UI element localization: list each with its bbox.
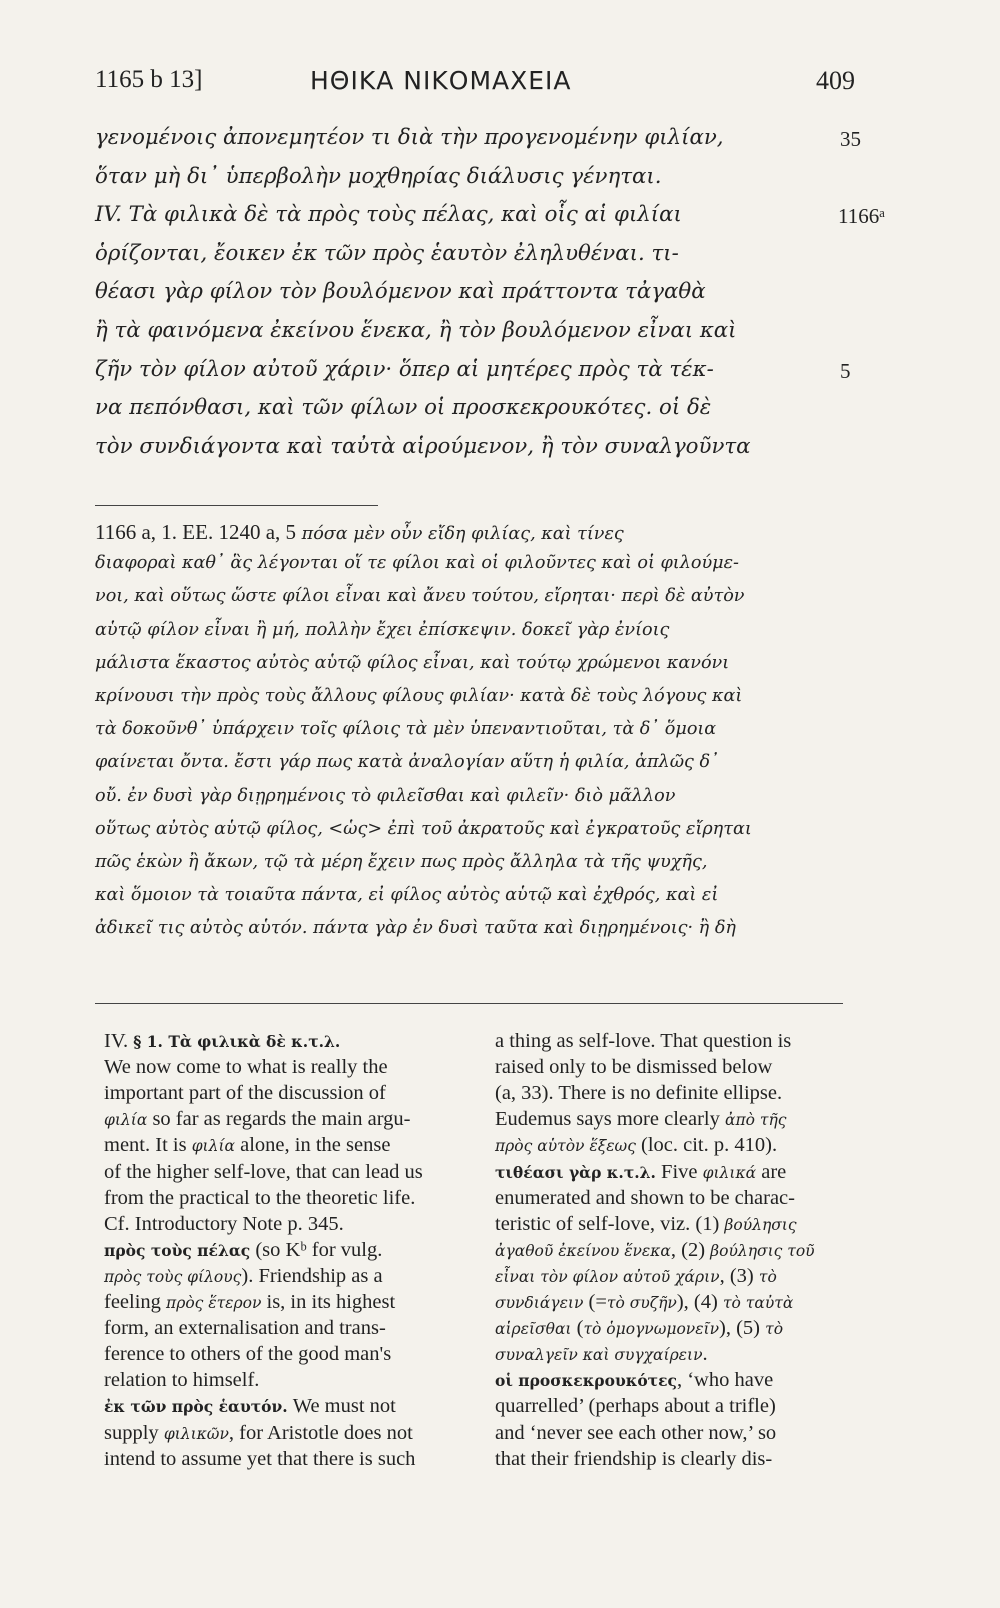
commentary-text: so far as regards the main argu- [147,1108,411,1131]
ee-line: οὔ. ἐν δυσὶ γὰρ διῃρημένοις τὸ φιλεῖσθαι καὶ φιλεῖν· διὸ μᾶλλον [95,785,676,806]
commentary-text: ment. It is [104,1134,192,1157]
commentary-text: form, an externalisation and trans- [104,1317,386,1340]
commentary-line [104,1056,388,1079]
commentary-text: ference to others of the good man's [104,1343,392,1366]
main-text-line: θέασι γὰρ φίλον τὸν βουλόμενον καὶ πράττοντα τἀγαθὰ [95,279,706,305]
greek-term: εἶναι τὸν φίλον αὐτοῦ χάριν [495,1267,720,1286]
commentary-text: , for Aristotle does not [228,1421,413,1444]
commentary-line [495,1134,777,1157]
ee-line: πῶς ἑκὼν ἢ ἄκων, τῷ τὰ μέρη ἔχειν πως πρὸς ἄλληλα τὰ τῆς ψυχῆς, [95,852,708,872]
commentary-text: raised only to be dismissed below [495,1056,773,1079]
lemma: ἐκ τῶν πρὸς ἑαυτόν. [104,1397,288,1417]
commentary-line [495,1369,773,1392]
commentary-text: important part of the discussion of [104,1082,386,1105]
main-text-line: ζῆν τὸν φίλον αὐτοῦ χάριν· ὅπερ αἱ μητέρες πρὸς τὰ τέκ- [95,356,714,382]
commentary-text: ( [571,1317,584,1340]
commentary-text: ), (4) [676,1291,723,1313]
commentary-line [495,1291,793,1314]
greek-term: τὸ συζῆν [606,1294,677,1312]
commentary-text: of the higher self-love, that can lead us [104,1160,423,1183]
commentary-line [495,1422,776,1445]
greek-term: φιλία [104,1111,148,1130]
commentary-line [495,1108,786,1131]
commentary-line [104,1343,391,1366]
commentary-line [495,1265,777,1288]
commentary-line [104,1265,383,1288]
main-text-line: τὸν συνδιάγοντα καὶ ταὐτὰ αἱρούμενον, ἢ τὸν συναλγοῦντα [95,433,751,459]
commentary-text: ), (5) [719,1317,766,1340]
commentary-text: IV. [104,1030,134,1052]
commentary-text: ). Friendship as a [241,1264,383,1287]
greek-term: αἱρεῖσθαι [495,1320,572,1339]
commentary-text: that their friendship is clearly dis- [495,1447,773,1470]
ee-line-text: πόσα μὲν οὖν εἴδη φιλίας, καὶ τίνες [301,524,624,544]
commentary-text: relation to himself. [104,1369,260,1392]
greek-term: τὸ [758,1267,777,1286]
commentary-line [495,1030,791,1053]
commentary-line [495,1213,797,1236]
commentary-text: is, in its highest [261,1291,396,1313]
lemma: οἱ προσκεκρουκότες [495,1371,677,1391]
greek-term: συνδιάγειν [495,1294,584,1312]
greek-term: τὸ [765,1320,784,1339]
commentary-line [104,1291,395,1314]
greek-term: πρὸς τοὺς φίλους [104,1267,242,1286]
commentary-divider [95,1003,843,1004]
ee-line: μάλιστα ἕκαστος αὐτὸς αὑτῷ φίλος εἶναι, καὶ τούτῳ χρώμενοι κανόνι [95,652,730,673]
commentary-line [104,1030,340,1053]
commentary-line [104,1213,344,1236]
commentary-text: alone, in the sense [235,1134,391,1157]
commentary-line [495,1343,708,1366]
lemma: τιθέασι γὰρ κ.τ.λ. [495,1162,656,1182]
ee-line: τὰ δοκοῦνθ᾽ ὑπάρχειν τοῖς φίλοις τὰ μὲν ὑπεναντιοῦται, τὰ δ᾽ ὅμοια [95,719,717,740]
greek-term: φιλία [191,1137,235,1156]
commentary-text: Five [655,1160,703,1183]
commentary-line [104,1395,396,1418]
commentary-text: . [702,1343,708,1366]
text-divider [95,505,378,506]
commentary-text: are [756,1160,787,1183]
running-title: ΗΘΙΚΑ ΝΙΚΟΜΑΧΕΙΑ [310,66,572,95]
commentary-text: quarrelled’ (perhaps about a trifle) [495,1395,776,1418]
commentary-text: Eudemus says more clearly [495,1108,725,1131]
greek-term: ἀπὸ τῆς [724,1111,787,1130]
commentary-line [104,1239,382,1262]
ee-line: κρίνουσι τὴν πρὸς τοὺς ἄλλους φίλους φιλίαν· κατὰ δὲ τοὺς λόγους καὶ [95,686,743,706]
commentary-text: We now come to what is really the [104,1056,388,1079]
ee-line [95,520,624,545]
commentary-line [104,1134,390,1157]
main-text-line: γενομένοις ἀπονεμητέον τι διὰ τὴν προγενομένην φιλίαν, [95,125,724,150]
greek-term: φιλικῶν [163,1424,229,1443]
main-text-line: να πεπόνθασι, καὶ τῶν φίλων οἱ προσκεκρουκότες. οἱ δὲ [95,395,712,421]
commentary-text: intend to assume yet that there is such [104,1447,416,1470]
greek-term: τὸ ταὐτὰ [722,1294,794,1312]
commentary-text: (loc. cit. p. 410). [635,1134,778,1157]
commentary-line [104,1187,415,1210]
main-text-line: ἢ τὰ φαινόμενα ἐκείνου ἕνεκα, ἢ τὸν βουλόμενον εἶναι καὶ [95,318,737,343]
commentary-line [104,1369,259,1392]
commentary-line [104,1108,411,1131]
commentary-text: , (2) [670,1238,711,1261]
commentary-text: , (3) [719,1264,759,1287]
greek-term: φιλικά [702,1163,757,1182]
commentary-text: Cf. Introductory Note p. 345. [104,1212,344,1235]
greek-term: τὸ ὁμογνωμονεῖν [583,1320,720,1339]
main-text-line: IV. Τὰ φιλικὰ δὲ τὰ πρὸς τοὺς πέλας, καὶ οἷς αἱ φιλίαι [95,202,682,228]
lemma: πρὸς τοὺς πέλας [104,1240,251,1260]
commentary-text: teristic of self-love, viz. (1) [495,1212,725,1235]
ee-line: φαίνεται ὄντα. ἔστι γάρ πως κατὰ ἀναλογίαν αὕτη ἡ φιλία, ἁπλῶς δ᾽ [95,752,719,773]
commentary-text: (= [583,1291,607,1313]
commentary-text: from the practical to the theoretic life. [104,1186,416,1209]
commentary-line [495,1395,776,1418]
commentary-text: enumerated and shown to be charac- [495,1186,795,1209]
ee-line: νοι, καὶ οὕτως ὥστε φίλοι εἶναι καὶ ἄνευ τούτου, εἴρηται· περὶ δὲ αὐτὸν [95,586,745,607]
commentary-line [495,1239,815,1262]
commentary-line [495,1317,783,1340]
greek-term: ἀγαθοῦ ἐκείνου ἕνεκα [495,1241,671,1260]
main-text-line: ὁρίζονται, ἔοικεν ἐκ τῶν πρὸς ἑαυτὸν ἐληλυθέναι. τι- [95,240,679,266]
greek-term: βούλησις τοῦ [710,1241,815,1260]
margin-line-number: 5 [840,358,851,383]
lemma: § 1. Τὰ φιλικὰ δὲ κ.τ.λ. [133,1032,341,1051]
commentary-text: We must not [287,1395,396,1418]
greek-term: συναλγεῖν καὶ συγχαίρειν [495,1346,703,1365]
running-header [95,66,855,106]
commentary-text: (so Kᵇ for vulg. [250,1238,383,1261]
commentary-line [495,1161,786,1184]
ee-line: καὶ ὅμοιον τὰ τοιαῦτα πάντα, εἰ φίλος αὐτὸς αὑτῷ καὶ ἐχθρός, καὶ εἰ [95,885,719,906]
commentary-line [104,1082,386,1105]
commentary-text: a thing as self-love. That question is [495,1030,792,1052]
ee-reference: 1166 a, 1. EE. 1240 a, 5 [95,520,297,544]
margin-line-number: 35 [840,127,861,151]
commentary-line [495,1082,782,1105]
commentary-line [104,1422,413,1445]
commentary-text: (a, 33). There is no definite ellipse. [495,1082,783,1105]
ee-line: ἀδικεῖ τις αὐτὸς αὑτόν. πάντα γὰρ ἐν δυσὶ ταῦτα καὶ διῃρημένοις· ἢ δὴ [95,918,736,939]
main-text-line: ὅταν μὴ δι᾽ ὑπερβολὴν μοχθηρίας διάλυσις γένηται. [95,163,662,189]
commentary-line [495,1448,772,1471]
commentary-text: feeling [104,1291,167,1313]
commentary-text: supply [104,1421,164,1444]
commentary-line [104,1317,386,1340]
commentary-line [104,1161,423,1184]
page-number: 409 [816,66,855,95]
commentary-line [104,1448,415,1471]
commentary-text: , ‘who have [676,1369,774,1392]
greek-term: βούλησις [724,1215,797,1234]
ee-line: οὕτως αὐτὸς αὑτῷ φίλος, <ὡς> ἐπὶ τοῦ ἀκρατοῦς καὶ ἐγκρατοῦς εἴρηται [95,818,752,839]
commentary-line [495,1187,795,1210]
section-reference: 1165 b 13] [95,66,203,93]
commentary-text: and ‘never see each other now,’ so [495,1421,777,1444]
commentary-line [495,1056,772,1079]
greek-term: πρὸς ἕτερον [166,1294,262,1312]
ee-line: αὑτῷ φίλον εἶναι ἢ μή, πολλὴν ἔχει ἐπίσκεψιν. δοκεῖ γὰρ ἐνίοις [95,619,670,640]
margin-line-number: 1166ᵃ [838,204,885,229]
ee-line: διαφοραὶ καθ᾽ ἃς λέγονται οἵ τε φίλοι καὶ οἱ φιλοῦντες καὶ οἱ φιλούμε- [95,553,739,574]
greek-term: πρὸς αὑτὸν ἕξεως [495,1137,636,1156]
